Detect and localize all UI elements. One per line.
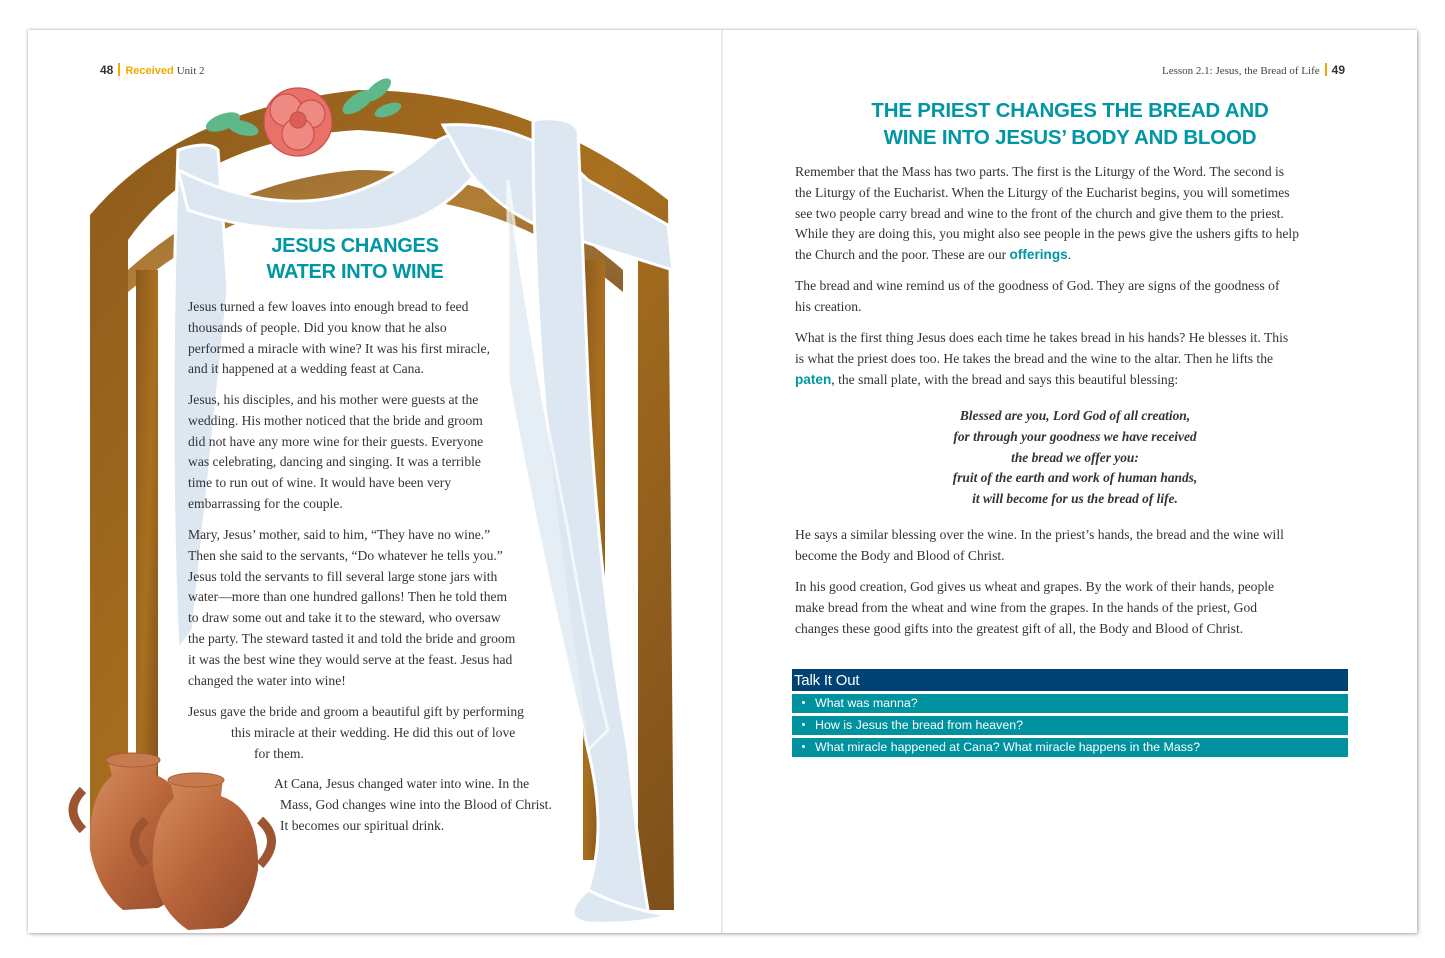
- bullet-icon: [802, 701, 805, 704]
- page-number: 49: [1331, 63, 1345, 77]
- heading-line: WATER INTO WINE: [266, 261, 444, 283]
- paragraph: Jesus, his disciples, and his mother were guests at the wedding. His mother noticed that the bride and groom did not have any more wine for their guests. Everyone was celebrating, dancing and singing. It was a terrible time to run out of wine. It would have been very embarrassing for the couple.: [188, 392, 484, 511]
- unit-label: Unit 2: [176, 65, 205, 77]
- right-heading: [783, 98, 1357, 151]
- bullet-icon: [802, 745, 805, 748]
- talk-it-out-heading: Talk It Out: [792, 669, 1348, 691]
- bullet-icon: [802, 723, 805, 726]
- paragraph: Jesus turned a few loaves into enough bread to feed thousands of people. Did you know that he also performed a miracle with wine? It was his first miracle, and it happened at a wedding feast at Cana.: [188, 299, 490, 377]
- heading-line: THE PRIEST CHANGES THE BREAD AND: [871, 99, 1269, 122]
- vocab-term-paten: paten: [795, 371, 832, 387]
- pink-rose: [264, 88, 332, 156]
- blessing-prayer: Blessed are you, Lord God of all creation, for through your goodness we have received the bread we offer you: fruit of the earth and work of human hands, it will become for us the bread of life.: [952, 408, 1198, 507]
- paragraph: Remember that the Mass has two parts. The first is the Liturgy of the Word. The second is the Liturgy of the Eucharist. When the Liturgy of the Eucharist begins, you will sometimes see two people carry bread and wine to the front of the church and give them to the priest. While they are doing this, you might also see people in the pews give the ushers gifts to help the Church and the poor. These are our offerings.: [795, 164, 1299, 263]
- discussion-question: How is Jesus the bread from heaven?: [792, 716, 1348, 735]
- book-brand: Received: [125, 65, 174, 77]
- talk-it-out-box: [792, 669, 1348, 757]
- discussion-question: What was manna?: [792, 694, 1348, 713]
- folio-divider: [1325, 63, 1327, 76]
- left-page: [28, 30, 722, 933]
- book-spread: [28, 30, 1417, 933]
- page-folio-left: [100, 63, 205, 77]
- lesson-label: Lesson 2.1: Jesus, the Bread of Life: [1162, 65, 1320, 77]
- folio-divider: [118, 63, 120, 76]
- paragraph: In his good creation, God gives us wheat and grapes. By the work of their hands, people make bread from the wheat and wine from the grapes. In the hands of the priest, God changes these good gifts into the greatest gift of all, the Body and Blood of Christ.: [795, 579, 1275, 636]
- paragraph: At Cana, Jesus changed water into wine. In the Mass, God changes wine into the Blood of Christ. It becomes our spiritual drink.: [274, 776, 552, 833]
- page-number: 48: [100, 63, 114, 77]
- heading-line: WINE INTO JESUS’ BODY AND BLOOD: [883, 125, 1257, 149]
- paragraph: Jesus gave the bride and groom a beautiful gift by performing this miracle at their wedding. He did this out of love for them.: [188, 704, 524, 761]
- left-heading: [200, 233, 510, 285]
- heading-line: JESUS CHANGES: [271, 235, 439, 257]
- page-folio-right: [1162, 63, 1345, 77]
- paragraph: The bread and wine remind us of the goodness of God. They are signs of the goodness of his creation.: [795, 278, 1280, 314]
- right-page: [723, 30, 1417, 933]
- paragraph: He says a similar blessing over the wine. In the priest’s hands, the bread and the wine will become the Body and Blood of Christ.: [795, 527, 1284, 563]
- vocab-term-offerings: offerings: [1009, 247, 1068, 263]
- paragraph: Mary, Jesus’ mother, said to him, “They have no wine.” Then she said to the servants, “Do whatever he tells you.” Jesus told the servants to fill several large stone jars with water—more than one hundred gallons! Then he told them to draw some out and take it to the steward, who oversaw the party. The steward tasted it and told the bride and groom it was the best wine they would serve at the feast. Jesus had changed the water into wine!: [188, 527, 516, 688]
- paragraph: What is the first thing Jesus does each time he takes bread in his hands? He blesses it. This is what the priest does too. He takes the bread and the wine to the altar. Then he lifts the paten, the small plate, with the bread and says this beautiful blessing:: [795, 330, 1289, 387]
- discussion-question: What miracle happened at Cana? What miracle happens in the Mass?: [792, 738, 1348, 757]
